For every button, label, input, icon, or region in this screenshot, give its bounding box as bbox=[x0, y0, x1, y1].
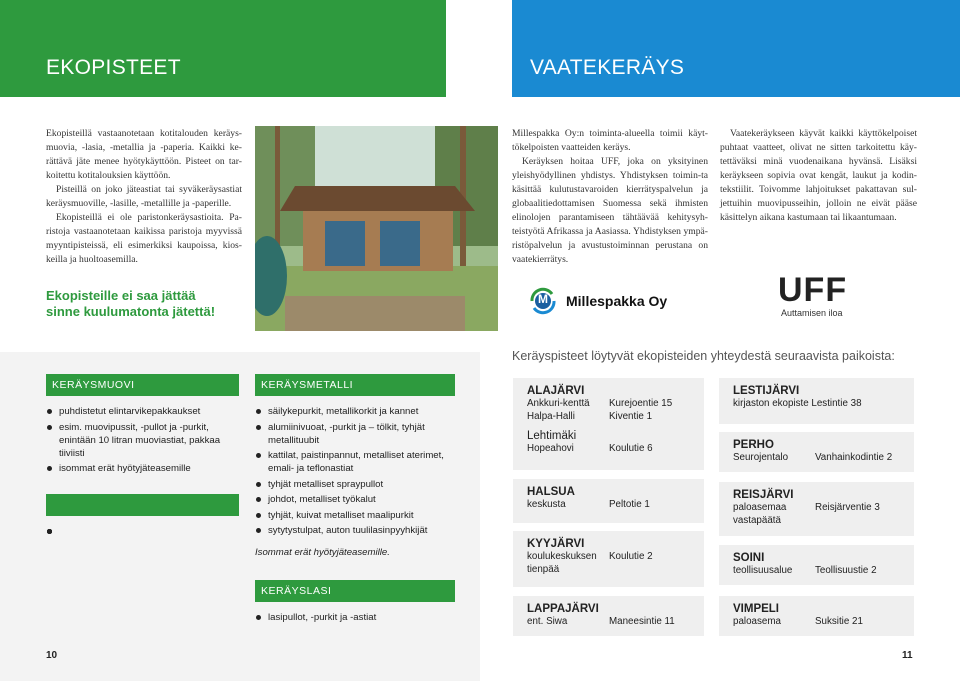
keraysmetalli-heading: KERÄYSMETALLI bbox=[255, 374, 455, 396]
ekopisteet-paragraph: Ekopisteillä ei ole paristonkeräysastioita. Pa-ristoja vastaanotetaan kaikissa paristoja myyvissä myyntipisteissä, eli esimerkiksi kaupoissa, kios-keilla ja huoltoasemilla. bbox=[46, 212, 242, 265]
location-name: HALSUA bbox=[527, 486, 575, 498]
location-reisjarvi bbox=[719, 482, 914, 536]
list-item: puhdistetut elintarvikepakkaukset bbox=[46, 405, 239, 418]
location-vimpeli bbox=[719, 596, 914, 636]
location-place: Ankkuri-kenttä bbox=[527, 398, 590, 409]
vaatekerays-paragraph: Millespakka Oy:n toiminta-alueella toimii käyt-tökelpoisten vaatteiden keräys. bbox=[512, 128, 708, 153]
keraysmuovi-heading: KERÄYSMUOVI bbox=[46, 374, 239, 396]
location-address: Maneesintie 11 bbox=[609, 616, 675, 627]
list-item: johdot, metalliset työkalut bbox=[255, 493, 455, 506]
location-place: paloasema bbox=[733, 616, 781, 627]
location-place: kirjaston ekopiste Lestintie 38 bbox=[733, 398, 862, 409]
location-subname: Lehtimäki bbox=[527, 430, 577, 442]
keraysp-section bbox=[46, 494, 239, 525]
location-name: KYYJÄRVI bbox=[527, 538, 585, 550]
keraysl-heading: KERÄYSLASI bbox=[255, 580, 455, 602]
uff-name: UFF bbox=[778, 271, 848, 309]
vaatekerays-header bbox=[512, 0, 960, 97]
millespakka-name: Millespakka Oy bbox=[566, 293, 668, 309]
millespakka-logo-letter: M bbox=[538, 292, 548, 306]
location-address: Koulutie 2 bbox=[609, 551, 653, 562]
locations-intro: Keräyspisteet löytyvät ekopisteiden yhteydestä seuraavista paikoista: bbox=[512, 349, 895, 363]
ekopisteet-title: EKOPISTEET bbox=[46, 56, 181, 79]
vaatekerays-title: VAATEKERÄYS bbox=[530, 56, 685, 79]
location-lappajarvi bbox=[513, 596, 704, 636]
location-perho bbox=[719, 432, 914, 472]
location-name: REISJÄRVI bbox=[733, 489, 794, 501]
keraysmetalli-note: Isommat erät hyötyjäteasemille. bbox=[255, 547, 390, 558]
keraysl-section bbox=[255, 580, 455, 627]
location-name: LAPPAJÄRVI bbox=[527, 603, 599, 615]
millespakka-logo bbox=[528, 286, 667, 316]
location-address: Kurejoentie 15 bbox=[609, 398, 673, 409]
callout-line: sinne kuulumatonta jätettä! bbox=[46, 304, 216, 319]
list-item: tyhjät metalliset spraypullot bbox=[255, 478, 455, 491]
location-name: PERHO bbox=[733, 439, 774, 451]
ekopisteet-paragraph: Ekopisteillä vastaanotetaan kotitalouden keräys-muovia, -lasia, -metallia ja -paperia. Kaikki ke-rättävä jäte menee hyötykäyttöön. Pisteet on tar-koitettu kotitalouksien käyttöön. bbox=[46, 128, 242, 181]
list-item: lasipullot, -purkit ja -astiat bbox=[255, 611, 455, 624]
location-place: keskusta bbox=[527, 499, 566, 510]
page-number-right: 11 bbox=[902, 650, 913, 661]
location-address: Reisjärventie 3 bbox=[815, 502, 880, 513]
list-item: kattilat, paistinpannut, metalliset aterimet, emali- ja teflonastiat bbox=[255, 449, 455, 475]
location-name: ALAJÄRVI bbox=[527, 385, 585, 397]
callout-line: Ekopisteille ei saa jättää bbox=[46, 288, 196, 303]
ekopiste-photo bbox=[255, 126, 498, 331]
list-item: esim. muovipussit, -pullot ja -purkit, enintään 10 litran muoviastiat, pakkaa tiiviisti bbox=[46, 421, 239, 460]
ekopisteet-paragraph: Pisteillä on joko jäteastiat tai syväkeräysastiat keräysmuoville, -lasille, -metallille ja -paperille. bbox=[46, 184, 242, 209]
list-item: alumiinivuoat, -purkit ja – tölkit, tyhjät metallituubit bbox=[255, 421, 455, 447]
vaatekerays-text-col1 bbox=[512, 127, 708, 267]
location-address: Teollisuustie 2 bbox=[815, 565, 877, 576]
location-soini bbox=[719, 545, 914, 585]
page-number-left: 10 bbox=[46, 650, 58, 661]
keraysp-heading bbox=[46, 494, 239, 516]
location-place: Hopeahovi bbox=[527, 443, 574, 454]
location-address: Vanhainkodintie 2 bbox=[815, 452, 893, 463]
list-item: isommat erät hyötyjäteasemille bbox=[46, 462, 239, 475]
uff-tagline: Auttamisen iloa bbox=[781, 308, 843, 318]
keraysmetalli-section bbox=[255, 374, 455, 558]
location-place: paloasemaa vastapäätä bbox=[733, 502, 787, 526]
location-name: SOINI bbox=[733, 552, 765, 564]
list-item: tyhjät, kuivat metalliset maalipurkit bbox=[255, 509, 455, 522]
location-address: Kiventie 1 bbox=[609, 410, 653, 422]
vaatekerays-text-col2 bbox=[720, 127, 917, 225]
uff-logo bbox=[778, 272, 847, 318]
location-address: Peltotie 1 bbox=[609, 499, 650, 510]
ekopisteet-header bbox=[0, 0, 446, 97]
list-item: säilykepurkit, metallikorkit ja kannet bbox=[255, 405, 455, 418]
location-name: LESTIJÄRVI bbox=[733, 385, 800, 397]
location-place: ent. Siwa bbox=[527, 616, 568, 627]
warning-callout bbox=[46, 288, 246, 320]
location-kyyjarvi bbox=[513, 531, 704, 587]
location-place: Halpa-Halli bbox=[527, 410, 575, 422]
location-address: Suksitie 21 bbox=[815, 616, 863, 627]
location-halsua bbox=[513, 479, 704, 523]
keraysmuovi-section bbox=[46, 374, 239, 478]
vaatekerays-paragraph: Vaatekeräykseen käyvät kaikki käyttökelpoiset puhtaat vaatteet, olivat ne sitten tarkoitettu käy-tettäväksi minä vuodenaikana hyvänsä. Lisäksi keräykseen sopivia ovat kengät, laukut ja kodin-tekstiilit. Toivomme lahjoitukset pakattavan sul-jettuihin muovipusseihin, jolloin ne eivät pääse käsittelyn aikana kastumaan tai likaantumaan. bbox=[720, 128, 917, 223]
location-place: teollisuusalue bbox=[733, 565, 793, 576]
location-lestijarvi bbox=[719, 378, 914, 424]
location-place: koulukeskuksen tienpää bbox=[527, 551, 597, 575]
vaatekerays-paragraph: Keräyksen hoitaa UFF, joka on yksityinen yleishyödyllinen yhdistys. Yhdistyksen toimin-ta käsittää kulutustavaroiden kierrätyspalvelun ja globaalitiedottamisen Suomessa sekä ihmisten elinolojen parantamiseen tähtäävää kehitysyh-teistyötä Afrikassa ja Aasiassa. Yhdistyksen ympä-ristöpalvelun ja avustustoiminnan perustana on vaatekierrätys. bbox=[512, 156, 708, 265]
ekopisteet-text bbox=[46, 127, 242, 267]
list-item: sytytystulpat, auton tuulilasinpyyhkijät bbox=[255, 524, 455, 537]
location-alajarvi bbox=[513, 378, 704, 470]
location-place: Seurojentalo bbox=[733, 452, 789, 463]
location-address: Koulutie 6 bbox=[609, 443, 653, 454]
location-name: VIMPELI bbox=[733, 603, 780, 615]
